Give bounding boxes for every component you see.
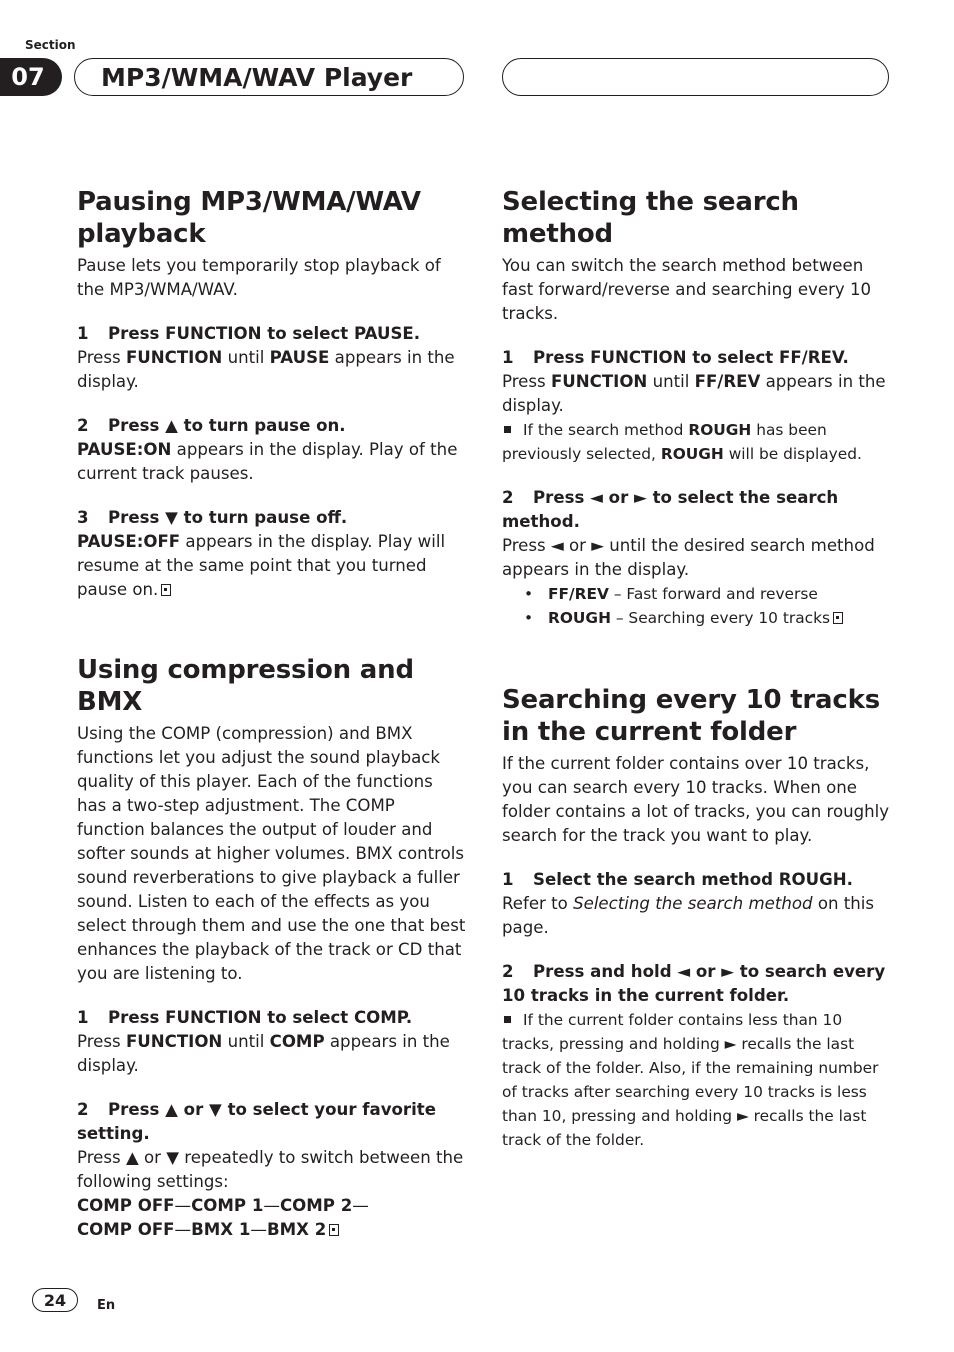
end-mark-icon (329, 1224, 339, 1236)
comp-step-1-title: 1 Press FUNCTION to select COMP. (77, 1008, 413, 1027)
pause-step-3-body: PAUSE:OFF appears in the display. Play will resume at the same point that you turned pause on. (77, 532, 446, 599)
end-mark-icon (833, 612, 843, 624)
header-right-pill (502, 58, 889, 96)
heading-rough-search: Searching every 10 tracks in the current folder (502, 685, 880, 747)
section-label: Section (25, 38, 76, 52)
rough-step-1-body: Refer to Selecting the search method on this page. (502, 894, 875, 937)
pause-step-2-body: PAUSE:ON appears in the display. Play of the current track pauses. (77, 440, 458, 483)
pause-step-3-title: 3 Press ▼ to turn pause off. (77, 508, 348, 527)
section-title: MP3/WMA/WAV Player (74, 58, 464, 96)
search-step-1-body: Press FUNCTION until FF/REV appears in the display. (502, 372, 886, 415)
left-column (77, 186, 467, 1242)
pause-intro: Pause lets you temporarily stop playback of the MP3/WMA/WAV. (77, 256, 441, 299)
section-number-badge: 07 (0, 58, 62, 96)
rough-intro: If the current folder contains over 10 tracks, you can search every 10 tracks. When one folder contains a lot of tracks, you can roughly search for the track you want to play. (502, 754, 890, 845)
comp-settings-line-2: COMP OFF—BMX 1—BMX 2 (77, 1218, 467, 1242)
heading-compression: Using compression and BMX (77, 655, 414, 717)
comp-step-2-title: 2 Press ▲ or ▼ to select your favorite setting. (77, 1100, 436, 1143)
note-square-icon (504, 426, 511, 433)
note-square-icon (504, 1016, 511, 1023)
rough-note: If the current folder contains less than 10 tracks, pressing and holding ► recalls the last track of the folder. Also, if the remaining number of tracks after searching every 10 tracks is less than 10, pressing and holding ► recalls the last track of the folder. (502, 1011, 879, 1149)
comp-step-1-body: Press FUNCTION until COMP appears in the display. (77, 1032, 450, 1075)
search-step-2-body: Press ◄ or ► until the desired search method appears in the display. (502, 536, 875, 579)
rough-step-1-title: 1 Select the search method ROUGH. (502, 870, 853, 889)
page-number: 24 (32, 1288, 78, 1312)
pause-step-1-title: 1 Press FUNCTION to select PAUSE. (77, 324, 421, 343)
language-label: En (97, 1298, 116, 1313)
end-mark-icon (161, 584, 171, 596)
pause-step-1-body: Press FUNCTION until PAUSE appears in the display. (77, 348, 455, 391)
pause-step-2-title: 2 Press ▲ to turn pause on. (77, 416, 346, 435)
search-intro: You can switch the search method between fast forward/reverse and searching every 10 tracks. (502, 256, 872, 323)
search-note: If the search method ROUGH has been previously selected, ROUGH will be displayed. (502, 421, 862, 463)
right-column (502, 186, 892, 1152)
search-step-2-title: 2 Press ◄ or ► to select the search method. (502, 488, 839, 531)
comp-step-2-body: Press ▲ or ▼ repeatedly to switch between the following settings: (77, 1148, 464, 1191)
heading-pausing: Pausing MP3/WMA/WAV playback (77, 187, 421, 249)
search-step-1-title: 1 Press FUNCTION to select FF/REV. (502, 348, 849, 367)
heading-search-method: Selecting the search method (502, 187, 799, 249)
search-options-list (502, 582, 892, 630)
comp-settings-line-1: COMP OFF—COMP 1—COMP 2— (77, 1196, 369, 1215)
rough-step-2-title: 2 Press and hold ◄ or ► to search every 10 tracks in the current folder. (502, 962, 886, 1005)
list-item: • ROUGH – Searching every 10 tracks (524, 606, 892, 630)
list-item: • FF/REV – Fast forward and reverse (524, 585, 818, 603)
comp-intro: Using the COMP (compression) and BMX functions let you adjust the sound playback quality of this player. Each of the functions has a two-step adjustment. The COMP function balances the output of louder and softer sounds at higher volumes. BMX controls sound reverberations to give playback a fuller sound. Listen to each of the effects as you select through them and use the one that best enhances the playback of the track or CD that you are listening to. (77, 724, 466, 983)
